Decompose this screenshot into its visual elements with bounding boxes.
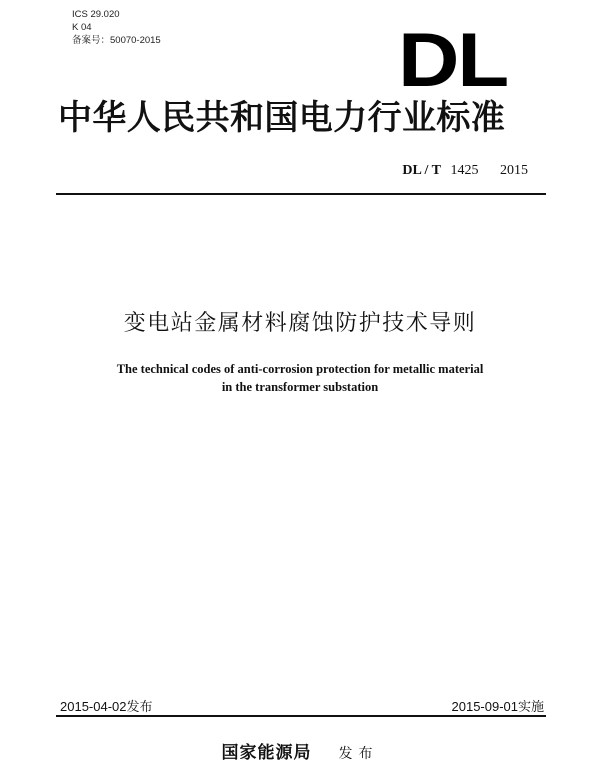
standard-category-title: 中华人民共和国电力行业标准 [58, 98, 506, 138]
document-title-en-line2: in the transformer substation [221, 380, 379, 394]
document-title-en-line1: The technical codes of anti-corrosion protection for metallic material [116, 362, 484, 376]
issuer-organization: 国家能源局 [221, 743, 312, 763]
bottom-divider [56, 715, 546, 717]
issuer-action: 发布 [338, 746, 379, 762]
standard-year: 2015 [500, 163, 528, 178]
ics-code: ICS 29.020 [72, 9, 120, 20]
standard-num: 1425 [450, 163, 479, 178]
issuer-line [0, 738, 600, 763]
dl-logo: DL [398, 18, 507, 103]
record-number: 备案号：50070-2015 [72, 35, 161, 46]
document-title-cn: 变电站金属材料腐蚀防护技术导则 [123, 311, 477, 336]
implementation-date: 2015-09-01实施 [451, 699, 544, 714]
publish-date: 2015-04-02发布 [60, 699, 153, 714]
standard-number [402, 163, 528, 179]
classification-block [72, 8, 161, 47]
ccs-code: K 04 [72, 22, 92, 33]
standard-code: DL / T [402, 163, 441, 178]
top-divider [56, 193, 546, 195]
document-title-en [0, 360, 600, 396]
